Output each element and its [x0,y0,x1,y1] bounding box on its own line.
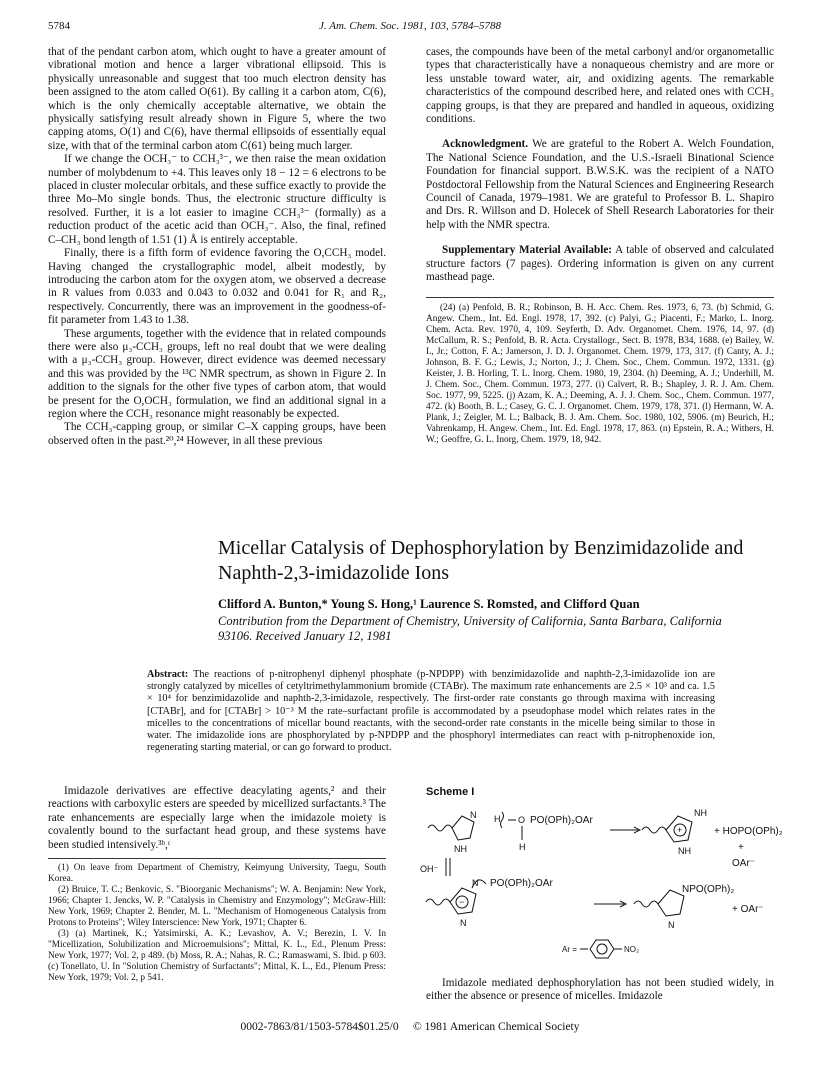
scheme-diagram [420,800,790,970]
paragraph: that of the pendant carbon atom, which ought to have a greater amount of vibrational motion and hence a larger vibrational ellipsoid. This is physically unreasonable and suggest that too much electron density has been assigned to the atom called O(61). By calling it a carbon atom, C(6), which is the only chemically acceptable alternative, we obtain the physically satisfying result already shown in Figure 5, where the two capping atoms, O(1) and C(6), have thermal ellipsoids of essentially equal size, with that of the terminal carbon atom C(61) being much larger. [48,46,386,152]
right-column-bottom [426,977,774,1004]
ar-definition-label: Ar = [562,945,577,954]
reagent-1: PO(OPh)₂OAr [530,815,593,826]
product-1: + HOPO(OPh)₂ [714,826,783,837]
product-2: NPO(OPh)₂ [682,884,735,895]
n-label: N [460,918,467,928]
h-label: H [494,814,501,824]
nh-label: NH [694,808,707,818]
reference-24: (24) (a) Penfold, B. R.; Robinson, B. H. Acc. Chem. Res. 1973, 6, 73. (b) Schmid, G. Angew. Chem., Int. Ed. Engl. 1978, 17, 392. (c) Palyi, G.; Piacenti, F.; Marko, L. Inorg. Chem. Acta. Rev. 1970, 4, 109. Seyferth, D. Adv. Organomet. Chem. 1976, 14, 97. (d) McCallum, R. S.; Penfold, B. R. Acta. Crystallogr., Sect. B. 1978, B34, 1688. (e) Bailey, W. I., Jr.; Cotton, F. A.; Jamerson, J. D. J. Organomet. Chem. 1979, 173, 317. (f) Canty, A. J.; Johnson, B. F. G.; Lewis, J.; Norton, J.; J. Chem. Soc., Chem. Commun. 1972, 1331. (g) Keister, J. B. Horling, T. L. Inorg. Chem. 1980, 19, 2304. (h) Deeming, A. J.; Underhill, M. J. Chem. Soc., Chem. Commun. 1973, 277. (i) Calvert, R. B.; Shapley, J. R. J. Am. Chem. Soc. 1977, 99, 5225. (j) Azam, K. A.; Deeming, A. J. J. Chem. Soc., Chem. Commun. 1977, 472. (k) Booth, B. L.; Casey, G. C. J. Organomet. Chem. 1979, 178, 371. (l) Hermann, W. A. Plank, J.; Zeigler, M. L.; Balback, B. J. Am. Chem. Soc. 1980, 102, 5906. (m) Beurich, H.; Vahrenkamp, H. Angew. Chem., Int. Ed. Engl. 1978, 17, 863. (n) Epstein, R. A.; Withers, H. W.; Geoffre, G. L. Inorg, Chem. 1979, 18, 942. [426,302,774,445]
acknowledgment-text: We are grateful to the Robert A. Welch Foundation, The National Science Foundation, and the U.S.-Israeli Binational Science Foundation for financial support. B.W.S.K. was the recipient of a NATO Postdoctoral Fellowship from the Natural Sciences and Engineering Research Council of Canada, 1979–1981. We are grateful to Professor B. L. Shapiro and Drs. R. Willson and D. Holecek of Shell Research Laboratories for their help with the NMR spectra. [426,138,774,231]
paragraph: These arguments, together with the evidence that in related compounds there were also μ₃-CCH₃ groups, left no real doubt that we were dealing with a μ₃-CCH₃ group. However, direct evidence was deemed necessary and this was provided by the ¹³C NMR spectrum, as shown in Figure 2. In addition to the signals for the other five types of carbon atom, that would be present for the O,OCH₃ formulation, we find an additional signal in a region where the CCH₃ resonance might reasonably be expected. [48,327,386,420]
nh-label: NH [454,844,467,854]
minus-sign: − [459,897,465,907]
imidazolium-ring [642,816,692,842]
journal-citation: J. Am. Chem. Soc. 1981, 103, 5784–5788 [319,20,501,32]
aryloxide-2: + OAr⁻ [732,904,764,915]
paragraph: Imidazole mediated dephosphorylation has not been studied widely, in either the absence or presence of micelles. Imidazole [426,977,774,1003]
acknowledgment-heading: Acknowledgment. [442,138,529,151]
plus-sign-2: + [738,842,744,853]
acknowledgment [426,138,774,232]
scheme-title: Scheme I [426,786,475,798]
n-label: N [472,878,479,888]
plus-sign: + [677,825,683,835]
article-code: 0002-7863/81/1503-5784$01.25/0 [240,1021,399,1033]
paragraph: Finally, there is a fifth form of evidence favoring the O,CCH₃ model. Having changed the crystallographic model, albeit modestly, by introducing the carbon atom for the oxygen atom, we observed a decrease in R values from 0.033 and 0.043 to 0.032 and 0.041 for R₁ and R₂, respectively. Concurrently, there was an improvement in the goodness-of-fit parameter from 1.43 to 1.38. [48,247,386,327]
page-number: 5784 [48,20,70,32]
nitro-label: NO₂ [624,945,640,954]
aryloxide-1: OAr⁻ [732,858,756,869]
benzene-ring-icon [590,940,614,958]
page-footer [0,1021,820,1033]
attack-squiggle [501,812,504,828]
o-label: O [518,815,526,825]
right-column-top [426,46,774,446]
left-column-top [48,46,386,448]
hydroxide-label: OH⁻ [420,864,439,874]
article-title: Micellar Catalysis of Dephosphorylation by Benzimidazolide and Naphth-2,3-imidazolide Ions [218,537,744,584]
abstract-heading: Abstract: [147,669,189,680]
abstract [147,669,715,754]
paragraph: The CCH₃-capping group, or similar C–X capping groups, have been observed often in the past.²⁰,²⁴ However, in all these previous [48,421,386,447]
footnote-1: (1) On leave from Department of Chemistry, Keimyung University, Taegu, South Korea. [48,863,386,885]
nh-label: NH [678,846,691,856]
footnote-3: (3) (a) Martinek, K.; Yatsimirski, A. K.; Levashov, A. V.; Berezin, I. V. In "Micellization, Solubilization and Microemulsions"; Mittal, K. L., Ed., Plenum Press: New York, 1977; Vol. 2, p 489. (b) Moss, R. A.; Nahas, R. C.; Ramaswami, S. Ibid. p 603. (c) Tonellato, U. In "Solution Chemistry of Surfactants"; Mittal, K. L., Ed., Plenum Press: New York, 1979; Vol. 2, p 541. [48,929,386,984]
contribution-line: Contribution from the Department of Chemistry, University of California, Santa Barbara, California 93106. Received January 12, 1981 [218,614,722,643]
footnotes [48,858,386,984]
supplementary-text: A table of observed and calculated structure factors (7 pages). Ordering information is given on any current masthead page. [426,244,774,284]
reagent-2: PO(OPh)₂OAr [490,878,553,889]
imidazolide-ring [426,888,476,914]
imidazole-ring-1 [428,816,474,840]
phosphoryl-imidazole-ring [634,890,684,916]
intro-paragraph: Imidazole derivatives are effective deacylating agents,² and their reactions with carboxylic esters are speeded by micellized surfactants.³ The rate enhancements are especially large when the imidazole moiety is covalently bound to the surfactant head group, and these systems have been studied intensively.³ᵇ,ᶜ [48,785,386,851]
abstract-text: The reactions of p-nitrophenyl diphenyl phosphate (p-NPDPP) with benzimidazolide and naphth-2,3-imidazolide ion are strongly catalyzed by micelles of cetyltrimethylammonium bromide (CTABr). The maximum rate enhancements are 2.5 × 10³ and ca. 1.5 × 10⁴ for benzimidazolide and naphth-2,3-imidazole, respectively. The first-order rate constants go through maxima with increasing [CTABr], and for [CTABr] > 10⁻³ M the rate–surfactant profile is accommodated by a pseudophase model which relates rates in the micelles to the concentrations of micellar bound reactants, with the second-order rate constants in the micelle being similar to those in water. The imidazolide ions are phosphorylated by p-NPDPP and the phosphoryl intermediates can react with p-nitrophenoxide ion, regenerating starting material, or can go forward to product. [147,669,715,754]
footnote-2: (2) Bruice, T. C.; Benkovic, S. "Bioorganic Mechanisms"; W. A. Benjamin: New York, 1966; Chapter 1. Jencks, W. P. "Catalysis in Chemistry and Enzymology"; McGraw-Hill: New York, 1969; Chapter 2. Bender, M. L. "Mechanism of Homogeneous Catalysis from Protons to Proteins"; Wiley Interscience: New York, 1971; Chapter 6. [48,885,386,929]
references [426,297,774,446]
n-label: N [668,920,675,930]
n-label: N [470,810,477,820]
supplementary-material [426,244,774,284]
running-header [48,20,772,36]
supplementary-heading: Supplementary Material Available: [442,244,613,257]
copyright-notice: © 1981 American Chemical Society [412,1021,580,1033]
left-column-bottom [48,785,386,984]
h-label: H [519,842,526,852]
paragraph: If we change the OCH₃⁻ to CCH₃³⁻, we then raise the mean oxidation number of molybdenum to +4. This leaves only 18 − 12 = 6 electrons to be placed in cluster molecular orbitals, and these suffice exactly to provide the three Mo–Mo single bonds. Thus, the electronic structure difficulty is resolved. Further, it is a lot easier to imagine CCH₃³⁻ (formally) as a reduction product of the acetic acid than OCH₃⁻. Also, the final, refined C–CH₃ bond length of 1.51 (1) Å is entirely acceptable. [48,153,386,246]
paragraph: cases, the compounds have been of the metal carbonyl and/or organometallic types that characteristically have a nonaqueous chemistry and are more or less unstable toward water, air, and oxidizing agents. The remarkable characteristics of the compound described here, and related ones with CCH₃ capping groups, is that they are prepared and handled in aqueous, oxidizing conditions. [426,46,774,126]
author-list: Clifford A. Bunton,* Young S. Hong,¹ Laurence S. Romsted, and Clifford Quan [218,597,640,611]
